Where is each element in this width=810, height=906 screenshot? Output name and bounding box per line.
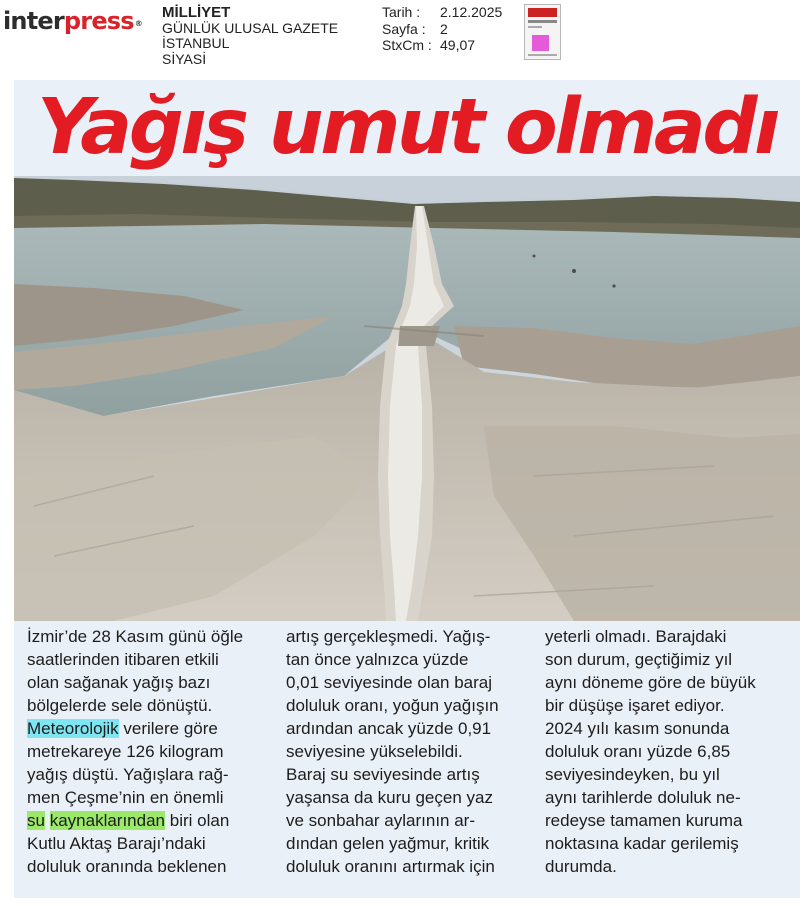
logo-text-press: press xyxy=(63,7,134,35)
stxcm-row xyxy=(382,37,502,54)
clipping-details xyxy=(382,4,502,54)
text-line: doluluk oranı yüzde 6,85 xyxy=(545,742,731,761)
text-span: biri olan xyxy=(165,811,230,830)
article-column-1 xyxy=(27,625,277,878)
text-line: yağış düştü. Yağışlara rağ- xyxy=(27,765,229,784)
stxcm-label: StxCm : xyxy=(382,37,432,53)
article-column-3 xyxy=(545,625,795,878)
text-line: aynı tarihlerde doluluk ne- xyxy=(545,788,741,807)
text-line: seviyesine yükselebildi. xyxy=(286,742,463,761)
clipping-header xyxy=(0,0,810,70)
text-line: seviyesindeyken, bu yıl xyxy=(545,765,720,784)
article-column-2 xyxy=(286,625,548,878)
article-headline: Yağış umut olmadı xyxy=(37,83,777,172)
newspaper-section: SİYASİ xyxy=(162,50,207,67)
logo-text-inter: inter xyxy=(3,7,64,35)
text-span: verilere göre xyxy=(118,719,218,738)
text-line: bir düşüşe işaret ediyor. xyxy=(545,696,725,715)
thumbnail-line xyxy=(528,26,542,28)
text-line: doluluk oranını artırmak için xyxy=(286,857,495,876)
text-line: ardından ancak yüzde 0,91 xyxy=(286,719,492,738)
date-label: Tarih : xyxy=(382,4,421,20)
text-line: bölgelerde sele dönüştü. xyxy=(27,696,213,715)
text-line: noktasına kadar gerilemiş xyxy=(545,834,739,853)
date-row xyxy=(382,4,502,21)
text-line: 2024 yılı kasım sonunda xyxy=(545,719,730,738)
text-line: saatlerinden itibaren etkili xyxy=(27,650,219,669)
article-clipping xyxy=(14,80,800,898)
text-line: durumda. xyxy=(545,857,617,876)
text-line: aynı döneme göre de büyük xyxy=(545,673,756,692)
text-line xyxy=(27,809,277,832)
text-line: yeterli olmadı. Barajdaki xyxy=(545,627,727,646)
text-line: doluluk oranı, yoğun yağışın xyxy=(286,696,499,715)
interpress-logo xyxy=(3,6,142,36)
registered-mark: ® xyxy=(134,19,142,28)
text-line: Kutlu Aktaş Barajı’ndaki xyxy=(27,834,206,853)
thumbnail-article-highlight xyxy=(532,35,549,51)
thumbnail-masthead xyxy=(528,8,557,17)
text-line: redeyse tamamen kuruma xyxy=(545,811,743,830)
text-line: tan önce yalnızca yüzde xyxy=(286,650,469,669)
text-line: men Çeşme’nin en önemli xyxy=(27,788,224,807)
text-line: yaşansa da kuru geçen yaz xyxy=(286,788,493,807)
text-line: İzmir’de 28 Kasım günü öğle xyxy=(27,627,244,646)
keyword-highlight: su xyxy=(27,811,45,830)
page-label: Sayfa : xyxy=(382,20,426,37)
dam-aerial-photo xyxy=(14,176,800,621)
text-line: ve sonbahar aylarının ar- xyxy=(286,811,475,830)
text-line: doluluk oranında beklenen xyxy=(27,857,227,876)
text-line: olan sağanak yağış bazı xyxy=(27,673,211,692)
article-body xyxy=(14,625,800,895)
publication-info xyxy=(162,5,338,67)
page-row xyxy=(382,21,502,38)
text-line: 0,01 seviyesinde olan baraj xyxy=(286,673,493,692)
newspaper-name: MİLLİYET xyxy=(162,4,231,21)
text-line: metrekareye 126 kilogram xyxy=(27,742,224,761)
date-value: 2.12.2025 xyxy=(440,4,503,20)
stxcm-value: 49,07 xyxy=(440,37,476,53)
thumbnail-line xyxy=(528,20,557,23)
page-thumbnail[interactable] xyxy=(524,4,561,60)
thumbnail-line xyxy=(528,54,557,56)
text-line: artış gerçekleşmedi. Yağış- xyxy=(286,627,491,646)
page-value: 2 xyxy=(440,20,448,37)
newspaper-type: GÜNLÜK ULUSAL GAZETE xyxy=(162,19,339,36)
text-line: Baraj su seviyesinde artış xyxy=(286,765,480,784)
newspaper-city: İSTANBUL xyxy=(162,35,230,51)
text-line: dından gelen yağmur, kritik xyxy=(286,834,490,853)
keyword-highlight: Meteorolojik xyxy=(27,719,119,738)
dam-photo-illustration xyxy=(14,176,800,621)
text-line xyxy=(27,717,277,740)
keyword-highlight: kaynaklarından xyxy=(49,811,166,830)
text-line: son durum, geçtiğimiz yıl xyxy=(545,650,733,669)
